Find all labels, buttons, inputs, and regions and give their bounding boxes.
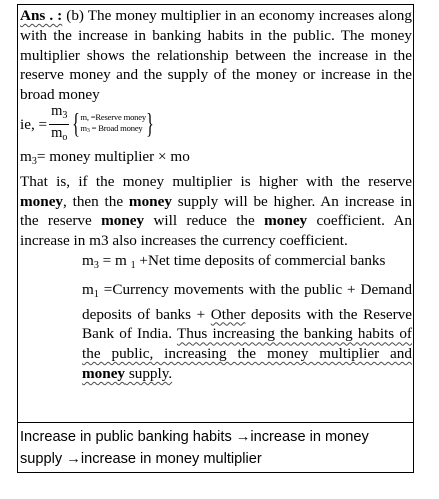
answer-label: Ans . : <box>20 7 63 24</box>
explanation-paragraph: That is, if the money multiplier is higher with the reserve money, then the money supply will be higher. An increase in the reserve money will reduce the money coefficient. An increase in m3 also increases the currency coefficient. <box>20 172 413 250</box>
m3-definition: $m_3 = m$ $_1$ +Net time deposits of commercial banks <box>82 251 386 271</box>
formula-notes <box>80 112 146 137</box>
m1-definition: $m_1$ =Currency movements with the public + Demand deposits of banks + Other deposits with the Reserve Bank of India. Thus increasing the banking habits of the public, increasing the money multiplier and money supply. <box>82 280 412 382</box>
formula-lead: ie, = <box>20 116 48 134</box>
fraction-denominator-sub: o <box>62 132 68 144</box>
summary-content <box>20 426 412 470</box>
note-reserve-money: m, =Reserve money <box>80 112 146 123</box>
answer-option: (b) <box>66 7 84 24</box>
multiplier-equation: $m_3=$ money multiplier × mo <box>20 147 190 167</box>
fraction-denominator: m <box>51 125 63 142</box>
intro-paragraph <box>20 6 412 105</box>
left-brace: { <box>72 108 81 141</box>
multiplier-fraction <box>49 103 69 146</box>
intro-text: The money multiplier in an economy increases along with the increase in banking habits in the public. The money multiplier shows the relationship between the increase in the reserve money and the supply of the money or increase in the broad money <box>20 7 412 104</box>
right-brace: } <box>146 108 154 141</box>
formula-row <box>20 105 412 145</box>
fraction-numerator: m <box>51 103 63 120</box>
note-broad-money: m3 = Broad money <box>80 123 143 135</box>
summary-text: Increase in public banking habits →increase in money supply →increase in money multiplier <box>20 429 369 467</box>
answer-content <box>20 6 412 384</box>
divider-line <box>17 422 414 423</box>
fraction-numerator-sub: 3 <box>62 110 68 122</box>
